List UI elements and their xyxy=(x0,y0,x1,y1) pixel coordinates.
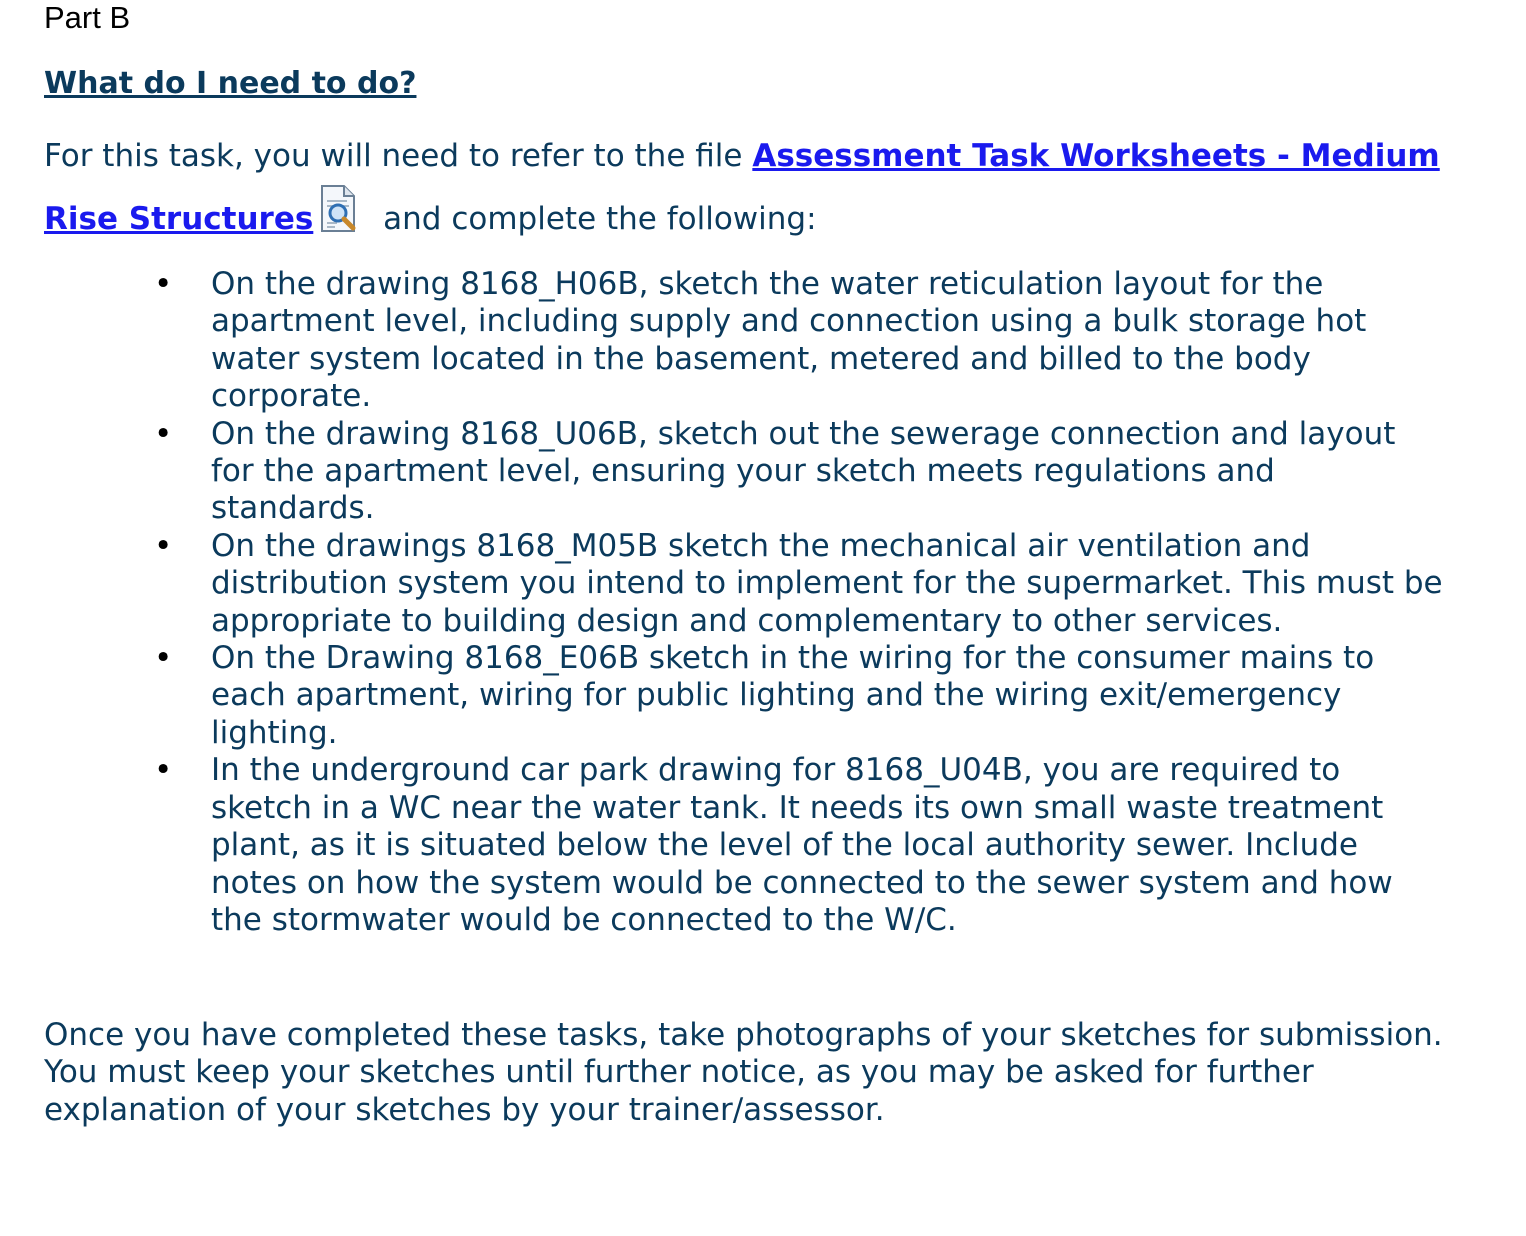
task-item-water-reticulation xyxy=(44,266,1444,416)
part-label: Part B xyxy=(44,0,131,35)
task-text: On the drawing 8168_U06B, sketch out the sewerage connection and layout for the apartment level, ensuring your sketch meets regulations and standards. xyxy=(211,415,1396,527)
bullet-icon: • xyxy=(154,752,173,789)
task-item-wiring xyxy=(44,640,1444,752)
bullet-icon: • xyxy=(154,266,173,302)
task-text: On the drawing 8168_H06B, sketch the water reticulation layout for the apartment level, including supply and connection using a bulk storage hot water system located in the basement, metered and billed to the body corporate. xyxy=(211,266,1367,415)
intro-paragraph xyxy=(44,128,1464,248)
bullet-icon: • xyxy=(154,527,173,564)
task-item-sewerage xyxy=(44,416,1444,528)
section-heading: What do I need to do? xyxy=(44,66,417,101)
task-list xyxy=(44,266,1444,939)
document-preview-icon[interactable] xyxy=(317,185,359,233)
closing-paragraph: Once you have completed these tasks, take photographs of your sketches for submission. You must keep your sketches until further notice, as you may be asked for further explanation of your sketches by your trainer/assessor. xyxy=(44,1017,1443,1128)
task-text: On the drawings 8168_M05B sketch the mechanical air ventilation and distribution system you intend to implement for the supermarket. This must be appropriate to building design and complementary to other services. xyxy=(211,527,1443,639)
worksheet-file-link[interactable]: Assessment Task Worksheets - Medium Rise Structures xyxy=(44,138,1440,237)
task-text: On the Drawing 8168_E06B sketch in the wiring for the consumer mains to each apartment, wiring for public lighting and the wiring exit/emergency lighting. xyxy=(211,640,1375,751)
bullet-icon: • xyxy=(154,640,173,677)
bullet-icon: • xyxy=(154,415,173,452)
task-item-car-park-wc xyxy=(44,752,1444,939)
intro-text-before: For this task, you will need to refer to the file xyxy=(44,138,753,174)
task-text: In the underground car park drawing for 8168_U04B, you are required to sketch in a WC near the water tank. It needs its own small waste treatment plant, as it is situated below the level of the local authority sewer. Include notes on how the system would be connected to the sewer system and how the stormwater would be connected to the W/C. xyxy=(211,752,1393,938)
intro-text-after: and complete the following: xyxy=(373,201,817,237)
task-item-ventilation xyxy=(44,528,1444,640)
